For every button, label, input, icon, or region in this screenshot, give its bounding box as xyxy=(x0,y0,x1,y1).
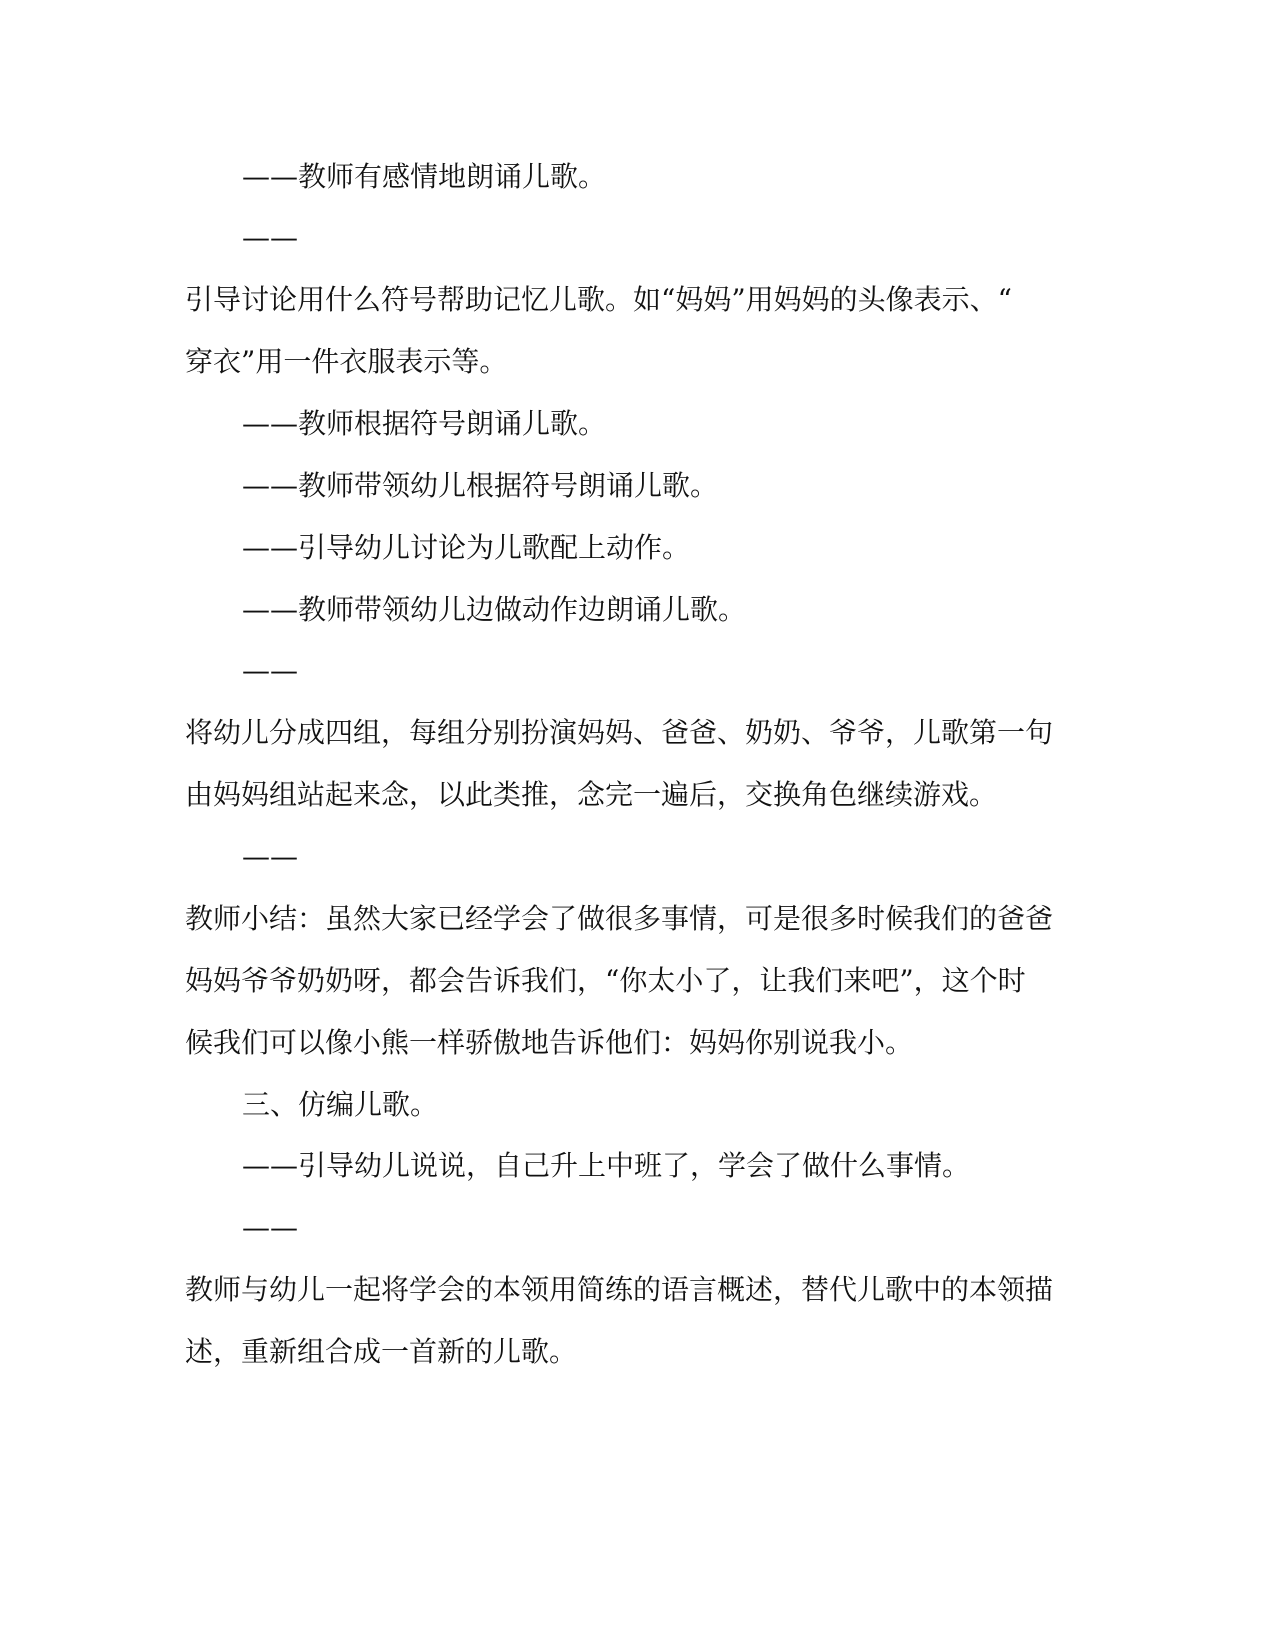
paragraph-line: 由妈妈组站起来念，以此类推，念完一遍后，交换角色继续游戏。 xyxy=(185,778,998,811)
paragraph-line: —— xyxy=(242,840,298,873)
paragraph-line: 述，重新组合成一首新的儿歌。 xyxy=(185,1335,578,1368)
paragraph-line: ——教师根据符号朗诵儿歌。 xyxy=(242,407,607,440)
section-heading: 三、仿编儿歌。 xyxy=(242,1088,439,1121)
paragraph-line: ——引导幼儿说说，自己升上中班了，学会了做什么事情。 xyxy=(242,1149,971,1182)
paragraph-line: 教师与幼儿一起将学会的本领用简练的语言概述，替代儿歌中的本领描 xyxy=(185,1273,1054,1306)
paragraph-line: ——引导幼儿讨论为儿歌配上动作。 xyxy=(242,531,691,564)
paragraph-line: 引导讨论用什么符号帮助记忆儿歌。如“妈妈”用妈妈的头像表示、“ xyxy=(185,283,1012,316)
paragraph-line: —— xyxy=(242,221,298,254)
paragraph-line: 教师小结：虽然大家已经学会了做很多事情，可是很多时候我们的爸爸 xyxy=(185,902,1054,935)
paragraph-line: 将幼儿分成四组，每组分别扮演妈妈、爸爸、奶奶、爷爷，儿歌第一句 xyxy=(185,716,1054,749)
paragraph-line: —— xyxy=(242,1211,298,1244)
paragraph-line: 妈妈爷爷奶奶呀，都会告诉我们，“你太小了，让我们来吧”，这个时 xyxy=(185,964,1026,997)
paragraph-line: —— xyxy=(242,654,298,687)
paragraph-line: 穿衣”用一件衣服表示等。 xyxy=(185,345,508,378)
paragraph-line: ——教师带领幼儿根据符号朗诵儿歌。 xyxy=(242,469,719,502)
paragraph-line: 候我们可以像小熊一样骄傲地告诉他们：妈妈你别说我小。 xyxy=(185,1026,914,1059)
paragraph-line: ——教师带领幼儿边做动作边朗诵儿歌。 xyxy=(242,593,747,626)
paragraph-line: ——教师有感情地朗诵儿歌。 xyxy=(242,160,607,193)
